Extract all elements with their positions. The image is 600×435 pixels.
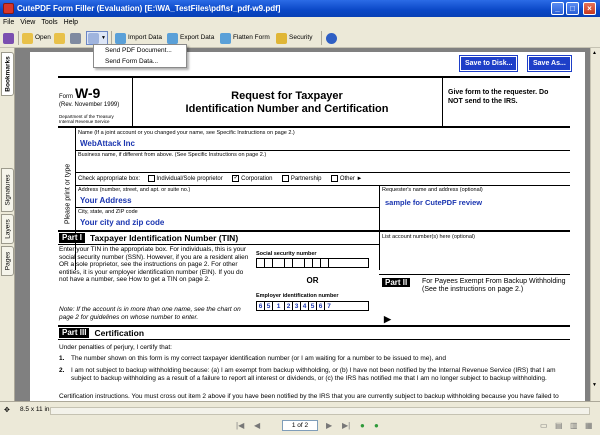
status-bar [0,401,600,435]
security-button[interactable] [276,31,312,45]
ssn-label: Social security number [256,251,317,257]
pdf-page: Save to Disk... Save As... Form W-9 (Rev. November 1999) Department of the Treasury Internal Revenue Service Request for Taxpayer Identification Number and Certification Give form to the requester. Do NOT send to the IRS. Please print or type Name (If a joint account or you changed your name, see Specific Instructions on page 2.) WebAttack Inc Business name, if different from above. (See Specific Instructions on page 2.) Check appropriate box: Individual/Sole proprietor ✓ Corporation Partnership Other ► Address (number, street, and apt. or suite no.) Your Address Requester's name and address (optional) sample for CutePDF review City, state, and ZIP code Your city and zip code Part I Taxpayer Identification Number (TIN) List account number(s) here (optional) Enter your TIN in the appropriate box. For individuals, this is your social security number (SSN). However, if you are a resident alien OR a sole proprietor, see the instructions on page 2. For other entities, it is your employer identification number (EIN). If you do not have a number, see How to get a TIN on page 2. Note: If the account is in more than one name, see the chart on page 2 for guidelines on whose number to enter. Social security number OR Employer identification number 6 5 1 2 3 4 5 6 7 Part II For Payees Exempt From Backup Withholding (See the instructions on page 2.) ▶ Part III Certification Under penalties of perjury, I certify that: 1. The number shown on this form is my correct taxpayer identification number (or I am waiting for a number to be issued to me), and 2. I am not subject to backup withholding because: (a) I am exempt from backup withholding, or (b) I have not been notified by the Internal Revenue Service (IRS) that I am subject to backup withholding as a result of a failure to report all interest or dividends, or (c) the IRS has notified me that I am no longer subject to backup withholding. Certification instructions. You must cross out item 2 above if you have been notified by the IRS that you are currently subject to backup withholding because you have failed to [30,52,585,412]
window-title: CutePDF Form Filler (Evaluation) [E:\WA_TestFiles\pdf\sf_pdf-w9.pdf] [17,4,281,13]
send-button[interactable] [86,31,108,45]
folder-icon [54,33,65,44]
import-icon [115,33,126,44]
last-page-button[interactable]: ▶| [342,421,351,430]
export-data-button[interactable] [167,31,214,45]
tab-pages[interactable]: Pages [1,246,14,276]
horizontal-scrollbar[interactable] [50,407,590,415]
cert-item-2: I am not subject to backup withholding because: (a) I am exempt from backup withholding, or (b) I have not been notified by the Internal Revenue Service (IRS) that I am subject to backup withholding as a result of a failure to report all interest or dividends, or (c) the IRS has notified me that I am no longer subject to backup withholding. [71,367,556,382]
irs-label: Internal Revenue Service [59,119,110,124]
expand-icon[interactable]: ✥ [4,407,10,414]
previous-page-button[interactable]: ◀ [254,421,261,430]
part2-heading: Part II [382,278,410,288]
ein-field[interactable]: 6 5 1 2 3 4 5 6 7 [256,301,369,311]
or-label: OR [306,276,319,285]
individual-checkbox[interactable] [148,175,155,182]
title-bar [0,0,600,17]
flatten-icon [220,33,231,44]
save-as-button[interactable]: Save As... [528,56,571,71]
app-icon [3,3,14,14]
maximize-button[interactable]: □ [566,2,579,15]
list-account-label: List account number(s) here (optional) [382,234,475,240]
document-view[interactable] [15,48,590,401]
send-pdf-document-item[interactable]: Send PDF Document... [105,47,172,54]
scroll-down-arrow[interactable]: ▼ [592,382,597,388]
page-size: 8.5 x 11 in [20,406,50,413]
envelope-icon [88,33,99,44]
part1-heading: Part I Taxpayer Identification Number (TIN) [59,233,238,243]
save-to-disk-button[interactable]: Save to Disk... [460,56,517,71]
ein-label: Employer identification number [256,293,339,299]
security-label: Security [289,34,313,41]
side-panel-tabs [0,48,15,401]
export-label: Export Data [180,34,215,41]
forward-button[interactable]: ● [374,421,379,430]
export-icon [167,33,178,44]
requester-field[interactable]: sample for CutePDF review [385,198,483,207]
open-folder-icon [22,33,33,44]
app-logo-icon [3,33,14,44]
menu-help[interactable]: Help [63,19,79,26]
form-title-line1: Request for Taxpayer [231,90,343,102]
help-button[interactable] [326,31,337,45]
part2-text: For Payees Exempt From Backup Withholding (See the instructions on page 2.) [422,278,566,293]
tab-signatures[interactable]: Signatures [1,168,14,212]
address-label: Address (number, street, and apt. or suite no.) [78,187,191,193]
printer-icon [70,33,81,44]
page-indicator[interactable]: 1 of 2 [282,420,318,431]
send-form-data-item[interactable]: Send Form Data... [105,58,159,65]
facing-page-icon[interactable]: ▥ [570,421,578,430]
entity-type-row: Check appropriate box: Individual/Sole proprietor ✓ Corporation Partnership Other ► [78,175,363,183]
print-or-type-label: Please print or type [64,163,72,225]
name-label: Name (If a joint account or you changed your name, see Specific Instructions on page 2.) [78,130,295,136]
open-label: Open [35,34,51,41]
business-name-label: Business name, if different from above. (See Specific Instructions on page 2.) [78,152,267,158]
address-field[interactable]: Your Address [80,196,132,205]
chevron-down-icon: ▼ [101,35,106,41]
menu-tools[interactable]: Tools [41,19,58,26]
vertical-scrollbar[interactable] [590,48,600,401]
flatten-form-button[interactable] [220,31,270,45]
tin-instructions: Enter your TIN in the appropriate box. For individuals, this is your social security number (SSN). However, if you are a resident alien OR a sole proprietor, see the instructions on page 2. For other entities, it is your employer identification number (EIN). If you do not have a number, see How to get a TIN on page 2. [59,246,249,284]
import-data-button[interactable] [115,31,162,45]
first-page-button[interactable]: |◀ [236,421,245,430]
back-button[interactable]: ● [360,421,365,430]
tab-bookmarks[interactable]: Bookmarks [1,52,14,96]
requester-label: Requester's name and address (optional) [382,187,483,193]
print-button[interactable] [70,31,81,45]
city-label: City, state, and ZIP code [78,209,138,215]
arrow-icon: ▶ [384,314,391,324]
menu-view[interactable]: View [20,19,36,26]
corporation-checkbox[interactable]: ✓ [233,175,239,181]
close-button[interactable]: × [583,2,596,15]
toolbar [0,28,600,48]
business-name-field[interactable] [80,160,570,170]
tab-layers[interactable]: Layers [1,214,14,244]
flatten-label: Flatten Form [233,34,270,41]
name-field[interactable]: WebAttack Inc [80,139,135,148]
form-title-line2: Identification Number and Certification [185,103,389,115]
scroll-up-arrow[interactable]: ▲ [592,50,597,56]
minimize-button[interactable]: _ [551,2,564,15]
continuous-facing-icon[interactable]: ▦ [585,421,593,430]
partnership-checkbox[interactable] [282,175,289,182]
form-revision: (Rev. November 1999) [59,102,120,108]
menu-bar [0,17,600,28]
cert-item-1: The number shown on this form is my correct taxpayer identification number (or I am waiting for a number to be issued to me), and [71,355,447,362]
lock-icon [276,33,287,44]
next-page-button[interactable]: ▶ [326,421,333,430]
cert-intro: Under penalties of perjury, I certify that: [59,344,172,351]
help-icon [326,33,337,44]
other-checkbox[interactable] [331,175,338,182]
menu-file[interactable]: File [3,19,15,26]
send-dropdown-menu [93,44,187,68]
tin-note: Note: If the account is in more than one name, see the chart on page 2 for guidelines on whose number to enter. [59,306,241,321]
save-button[interactable] [54,31,65,45]
department: Department of the Treasury [59,114,114,119]
continuous-page-icon[interactable]: ▤ [555,421,563,430]
part3-heading: Part III Certification [59,328,144,338]
open-button[interactable] [22,31,51,45]
app-menu-button[interactable] [3,31,14,45]
city-field[interactable]: Your city and zip code [80,218,165,227]
single-page-icon[interactable]: ▭ [540,421,548,430]
cert-instructions: Certification instructions. You must cross out item 2 above if you have been notified by the IRS that you are currently subject to backup withholding because you have failed to [59,393,559,400]
import-label: Import Data [128,34,162,41]
give-form-note: Give form to the requester. Do NOT send to the IRS. [448,89,549,105]
ssn-field[interactable] [256,258,369,268]
form-number: Form W-9 [59,85,101,101]
